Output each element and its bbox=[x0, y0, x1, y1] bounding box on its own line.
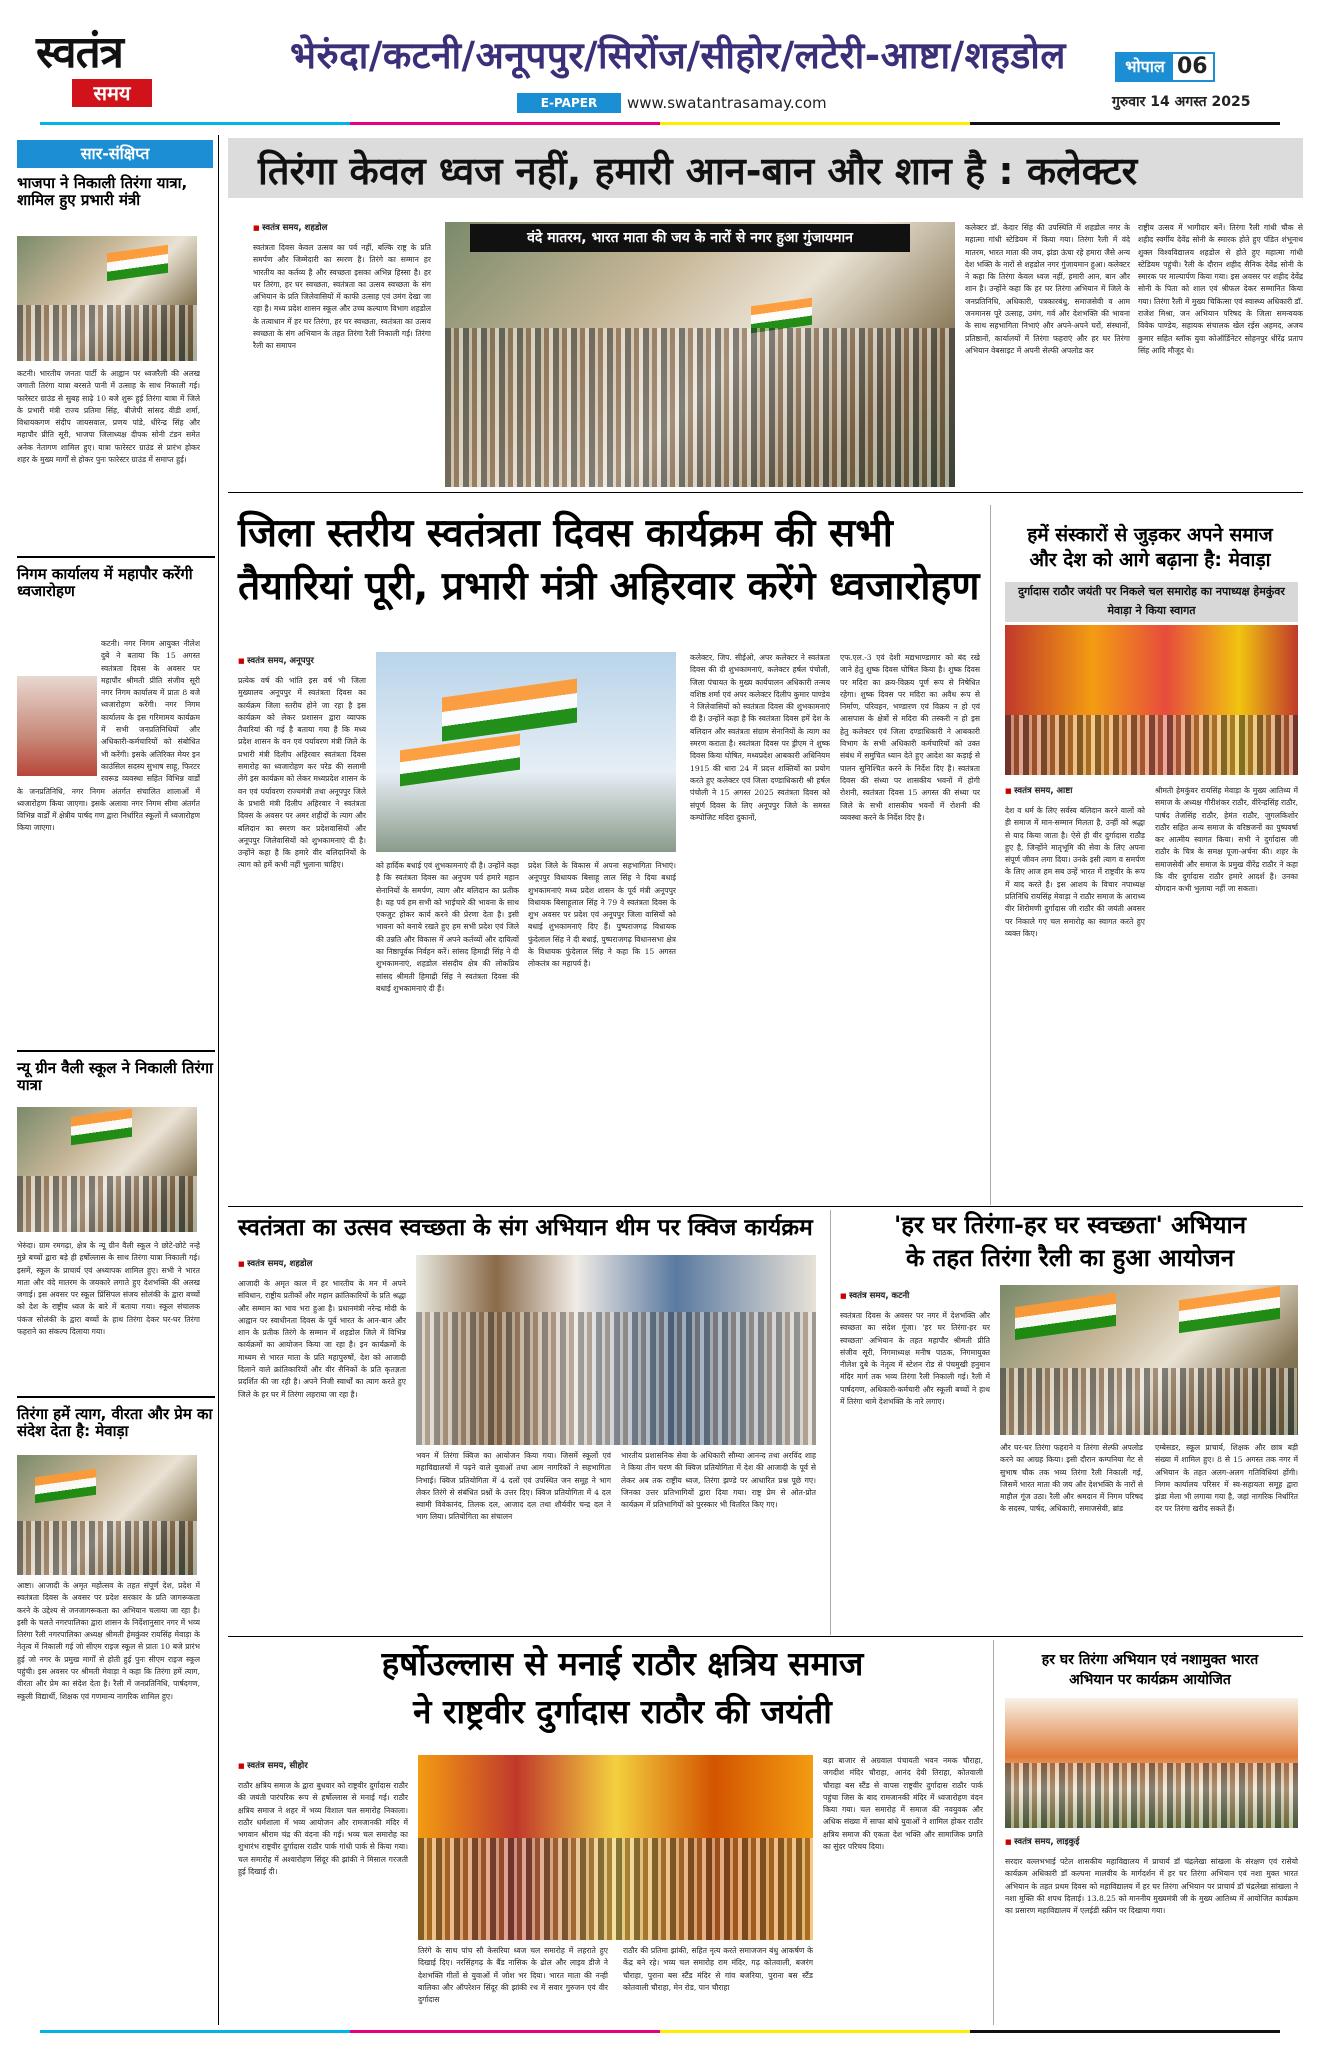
story7-col-1: सरदार वल्लभभाई पटेल शासकीय महाविद्यालय में प्राचार्य डॉ चंद्रलेखा सांखला के संरक्षण एवं रासेयो कार्यक्रम अधिकारी डॉ कल्पना मालवीय के मार्गदर्शन में हर घर तिरंगा अभियान एवं नशा मुक्त भारत अभियान के तहत प्रथम दिवस को महाविद्यालय में हर घर तिरंगा अभियान पर प्राचार्य डॉ चंद्रलेखा सांखला ने नशा मुक्ति की शपथ दिलाई। 13.8.25 को माननीय मुख्यमंत्री जी के मुख्य आतिथ्य में आयोजित कार्यक्रम का प्रसारण महाविद्यालय में एलईडी स्क्रीन पर दिखाया गया। bbox=[1005, 1857, 1298, 1916]
color-bar-top bbox=[40, 122, 1280, 125]
website-url: www.swatantrasamay.com bbox=[627, 94, 827, 112]
story5-col-3: एम्बेसडर, स्कूल प्राचार्य, शिक्षक और छात्र बड़ी संख्या में शामिल हुए। 8 से 15 अगस्त तक नगर में अभियान के तहत अलग-अलग गतिविधियां होंगी। निगम कार्यालय परिसर में स्व-सहायता समूह द्वारा झंडा मेला भी लगाया गया है, जहां नागरिक निर्धारित दर पर तिरंगा खरीद सकते हैं। bbox=[1155, 1443, 1298, 1514]
story6-col-1: राठौर क्षत्रिय समाज के द्वारा बुधवार को राष्ट्रवीर दुर्गादास राठौर की जयंती पारंपरिक रूप से हर्षोल्लास से मनाई गई। राठौर क्षत्रिय समाज ने शहर में भव्य विशाल चल समारोह निकाला। राठौर धर्मशाला में भव्य आयोजन और रामजानकी मंदिर में भगवान श्रीराम चंद्र की वंदना की गई। भव्य चल समारोह का शुभारंभ राष्ट्रवीर दुर्गादास राठौर पार्क गांधी पार्क से किया गया। चल समारोह में अश्वारोहण सिंदूर की झांकी ने मिसाल गरजती हुई दिखाई दी। bbox=[238, 1781, 408, 1877]
story2-headline-2: तैयारियां पूरी, प्रभारी मंत्री अहिरवार करेंगे ध्वजारोहण bbox=[238, 564, 980, 609]
lead-col-3: राष्ट्रीय उत्सव में भागीदार बनें। तिरंगा रैली गांधी चौक से शहीद स्वर्गीय देवेंद्र सोनी के स्मारक होते हुए पंडित शंभूनाथ शुक्ल विश्वविद्यालय शहडोल से होते हुए महात्मा गांधी स्टेडियम पहुंची। रैली के दौरान शहीद सैनिक देवेंद्र सोनी के स्मारक पर माल्यार्पण किया गया। इस अवसर पर शहीद देवेंद्र सोनी के पिता को शाल एवं श्रीफल देकर सम्मानित किया गया। तिरंगा रैली में मुख्य चिकित्सा एवं स्वास्थ्य अधिकारी डॉ. राजेश मिश्रा, जन अभियान परिषद के जिला समन्वयक विवेक पाण्डेय, सहायक संचालक खेल रईस अहमद, अजय कुमार सहित ब्लॉक युवा कोऑर्डिनेटर सोहनपुर धीरेंद्र प्रताप सिंह आदि मौजूद थे। bbox=[1138, 223, 1303, 355]
story3-byline: ■ स्वतंत्र समय, आष्टा bbox=[1005, 785, 1072, 796]
story6-photo bbox=[418, 1755, 813, 1940]
story4-col-1: आजादी के अमृत काल में हर भारतीय के मन में अपने संविधान, राष्ट्रीय प्रतीकों और महान क्रांतिकारियों के प्रति श्रद्धा और सम्मान का भाव भरा हुआ है। प्रधानमंत्री नरेन्द्र मोदी के आह्वान पर स्वाधीनता दिवस के पूर्व भारत के आन-बान और शान के प्रतीक तिरंगे के सम्मान में शहडोल जिले में विभिन्न कार्यक्रमों का आयोजन किया जा रहा है। इन कार्यक्रमों के माध्यम से भारत माता के प्रति महापुरुषों, देश को आजादी दिलाने वाले क्रांतिकारियों और वीर सैनिकों के प्रति कृतज्ञता प्रदर्शित की जा रही है। अपने निजी स्वार्थों का त्याग करते हुए जिले के हर घर में तिरंगा लहराया जा रहा है। bbox=[238, 1279, 406, 1399]
story7-byline: ■ स्वतंत्र समय, लाइकुई bbox=[1005, 1836, 1079, 1847]
sidebar-item-headline: न्यू ग्रीन वैली स्कूल ने निकाली तिरंगा यात्रा bbox=[17, 1059, 213, 1095]
story5-col-2: और घर-घर तिरंगा फहराने व तिरंगा सेल्फी अपलोड करने का आग्रह किया। इसी दौरान कम्पनिया गेट से सुभाष चौक तक भव्य तिरंगा रैली निकाली गई, जिसमें भारत माता की जय और देशभक्ति के नारों से माहौल गूंज उठा। रैली और श्रमदान में निगम परिषद के सदस्य, पार्षद, अधिकारी, समाजसेवी, ब्रांड bbox=[1000, 1443, 1143, 1514]
story6-headline-1: हर्षोउल्लास से मनाई राठौर क्षत्रिय समाज bbox=[381, 1644, 864, 1683]
editions-line: भेरुंदा/कटनी/अनूपपुर/सिरोंज/सीहोर/लटेरी-आष्टा/शहडोल bbox=[290, 34, 1066, 77]
sidebar-item-text: आष्टा। आजादी के अमृत महोत्सव के तहत संपूर्ण देश, प्रदेश में स्वतंत्रता दिवस के अवसर पर प्रदेश सरकार के प्रति जागरूकता करने के उद्देश्य से जनजागरूकता का अभियान चलाया जा रहा है। इसी के चलते नगरपालिका द्वारा शासन के निर्देशानुसार नगर में भव्य तिरंगा रैली नगरपालिका अध्यक्ष श्रीमती हेमकुंवर रायसिंह मेवाड़ा के नेतृत्व में निकाली गई जो सीएम राइज स्कूल से प्रातः 10 बजे प्रारंभ हुई जो नगर के प्रमुख मार्गों से होती हुई पुनः सीएम राइज स्कूल पहुंची। इस अवसर पर श्रीमती मेवाड़ा ने कहा कि तिरंगा हमें त्याग, वीरता और प्रेम का संदेश देता है। रैली में जनप्रतिनिधि, पार्षदगण, स्कूली विद्यार्थी, शिक्षक एवं गणमान्य नागरिक शामिल हुए। bbox=[17, 1581, 200, 1701]
story6-byline: ■ स्वतंत्र समय, सीहोर bbox=[238, 1760, 308, 1771]
sidebar-item-text: भेरुंदा। ग्राम रमगढ़ा, क्षेत्र के न्यू ग्रीन वैली स्कूल ने छोटे-छोटे नन्हे मुन्ने बच्चों द्वारा बड़े ही हर्षोल्लास के साथ तिरंगा यात्रा निकाली गई। इसमें, स्कूल के प्राचार्य एवं अध्यापक शामिल हुए। सभी ने भारत माता और वंदे मातरम के जयकारे लगाते हुए देशभक्ति की अलख जगाई। इस अवसर पर स्कूल प्रिंसिपल संजय सोलंकी के द्वारा बच्चों को देश के राष्ट्रीय ध्वज के बारे में बताया गया। स्कूल संचालक पंकज सोलंकी के द्वारा बच्चों के हाथ तिरंगा देकर घर-घर तिरंगा फहराने का संकल्प दिलाया गया। bbox=[17, 1241, 200, 1337]
sidebar-photo-mevada bbox=[17, 1455, 197, 1575]
story2-col-2: को हार्दिक बधाई एवं शुभकामनाएं दी है। उन्होंने कहा है कि स्वतंत्रता दिवस का अनुपम पर्व हमारे महान सेनानियों के समर्पण, त्याग और बलिदान का प्रतीक है। यह पर्व हम सभी को भाईचारे की भावना के साथ एकजुट होकर कार्य करने की प्रेरणा देता है। इसी भावना को बनाये रखते हुए हम सभी प्रदेश एवं जिले की उन्नति और विकास में अपने कर्तव्यों और दायित्वों का निष्ठापूर्वक निर्वहन करें। सांसद हिमाद्री सिंह ने दी शुभकामनाएं, शहडोल संसदीय क्षेत्र की लोकप्रिय सांसद श्रीमती हिमाद्री सिंह ने स्वतंत्रता दिवस की बधाई शुभकामनाएं दी हैं। bbox=[376, 861, 519, 993]
story6-headline-2: ने राष्ट्रवीर दुर्गादास राठौर की जयंती bbox=[413, 1692, 832, 1731]
sidebar-item bbox=[17, 1406, 213, 1441]
logo-top-text: स्वतंत्र bbox=[36, 27, 123, 78]
lead-col-2: कलेक्टर डॉ. केदार सिंह की उपस्थिति में शहडोल नगर के महात्मा गांधी स्टेडियम में किया गया। तिरंगा रैली में वंदे मातरम, भारत माता की जय, झंडा ऊंचा रहे हमारा जैसे अन्य देश भक्ति के नारों से शहडोल नगर गुंजायमान हुआ। कलेक्टर ने कहा कि तिरंगा केवल ध्वज नहीं, हमारी आन, बान और शान है। उन्होंने कहा कि हर घर तिरंगा अभियान में जिले के जनप्रतिनिधि, अधिकारी, पत्रकारबंधु, समाजसेवी व आम जनमानस पूरे उत्साह, उमंग, गर्व और देशभक्ति की भावना के साथ सहभागिता निभाएं और अपने-अपने घरों, संस्थानों, प्रतिष्ठानों, कार्यालयों में तिरंगा फहराएं और हर घर तिरंगा अभियान वेबसाइट में अपनी सेल्फी अपलोड कर bbox=[965, 223, 1130, 355]
story6-col-2: तिरंगे के साथ पांच सौ केसरिया ध्वज चल समारोह में लहराते हुए दिखाई दिए। नरसिंहगढ़ के बैंड नासिक के ढोल और लाइव डीजे ने देशभक्ति गीतों से युवाओं में जोश भर दिया। भारत माता की नन्ही बालिका और ऑपरेशन सिंदूर की झांकी रथ में सवार गुरुजन एवं वीर दुर्गादास bbox=[418, 1946, 608, 2005]
story3-col-1: देश व धर्म के लिए सर्वस्व बलिदान करने वालों को ही समाज में मान-सम्मान मिलता है, उन्हीं को श्रद्धा से याद किया जाता है। ऐसे ही वीर दुर्गादास राठौड़ हुए है, जिन्होंने मातृभूमि की सेवा के लिए अपना संपूर्ण जीवन लगा दिया। उनके इसी त्याग व समर्पण के लिए आज हम सब उन्हें भारत में राष्ट्रवीर के रूप में याद करते है। इस आशय के विचार नपाध्यक्ष प्रतिनिधि रायसिंह मेवाड़ा ने राठौर समाज के आराध्य वीर शिरोमणी दुर्गादास जी राठौर की जयंती अवसर पर निकाले गए चल समारोह का स्वागत करते हुए व्यक्त किए। bbox=[1005, 806, 1145, 938]
issue-date: गुरुवार 14 अगस्त 2025 bbox=[1112, 94, 1251, 110]
story3-headline-1: हमें संस्कारों से जुड़कर अपने समाज bbox=[1027, 524, 1273, 546]
story2-byline: ■ स्वतंत्र समय, अनूपपुर bbox=[238, 655, 314, 666]
story4-photo bbox=[416, 1255, 816, 1445]
lead-photo bbox=[445, 222, 955, 487]
lead-photo-caption: वंदे मातरम, भारत माता की जय के नारों से नगर हुआ गुंजायमान bbox=[470, 224, 910, 252]
page-number: 06 bbox=[1177, 54, 1208, 79]
story2-col-1: प्रत्येक वर्ष की भांति इस वर्ष भी जिला मुख्यालय अनूपपुर में स्वतंत्रता दिवस का कार्यक्रम जिला स्तरीय होने जा रहा है इस कार्यक्रम को लेकर प्रशासन द्वारा व्यापक तैयारियां की गई है बताया गया है कि मध्य प्रदेश शासन के वन एवं पर्यावरण मंत्री जिले के प्रभारी मंत्री दिलीप अहिरवार स्वतंत्रता दिवस समारोह का ध्वजारोहण कर परेड की सलामी लेंगे इस कार्यक्रम को लेकर मध्यप्रदेश शासन के वन एवं पर्यावरण राज्यमंत्री तथा अनूपपुर जिले के प्रभारी मंत्री दिलीप अहिरवार ने स्वतंत्रता दिवस के अवसर पर अमर शहीदों के त्याग और बलिदान का स्मरण कर प्रदेशवासियों और अनूपपुर जिलेवासियों को शुभकामनाएं दी है। उन्होंने कहा है कि हमारे वीर बलिदानियों के त्याग को हमें कभी नहीं भुलाना चाहिए। bbox=[238, 676, 366, 870]
sidebar-item bbox=[17, 566, 213, 601]
story6-col-4: बड़ा बाजार से अग्रवाल पंचायती भवन नमक चौराहा, जगदीश मंदिर चौराहा, आनंद देवी तिराहा, कोतवाली चौराहा बस स्टैंड से वापस राष्ट्रवीर दुर्गादास राठौर पार्क पहुंचा जिस के बाद रामजानकी मंदिर में ध्वजारोहण वंदन किया गया। चल समारोह में समाज की नवयुवक और अधिक संख्या में साफा बांधे युवाओं ने शामिल होकर राठौर क्षत्रिय समाज की एकता देश भक्ति और सामाजिक प्रगति का सुंदर परिचय दिया। bbox=[823, 1756, 983, 1852]
sidebar-photo-school bbox=[17, 1107, 197, 1232]
story2-col-5: एफ.एल.-3 एवं देशी मद्यभाण्डागार को बंद रखे जाने हेतु शुष्क दिवस घोषित किया है। शुष्क दिवस पर मदिरा का क्रय-विक्रय पूर्ण रूप से निषेधित रहेगा। शुष्क दिवस पर मदिरा का अवैध रूप से निर्माण, परिवहन, भण्डारण एवं विक्रय न हो एवं आसपास के क्षेत्रों से मदिरा की तस्करी न हो इस हेतु कलेक्टर एवं जिला दण्डाधिकारी ने आबकारी विभाग के सभी अधिकारी कर्मचारियों को उक्त संबंध में समुचित ध्यान देते हुए आदेश का कड़ाई से पालन सुनिश्चित करने के निर्देश दिए है। स्वतंत्रता दिवस की संध्या पर शासकीय भवनों में होगी रोशनी, स्वतंत्रता दिवस 15 अगस्त की संध्या पर जिले के सभी शासकीय भवनों में रोशनी की व्यवस्था करने के निर्देश दिए है। bbox=[840, 653, 980, 822]
sidebar-item bbox=[17, 1060, 213, 1095]
sidebar-item bbox=[17, 175, 213, 210]
color-bar-bottom bbox=[40, 2030, 1280, 2033]
story7-photo bbox=[1005, 1698, 1298, 1828]
sidebar-item-text: कटनी। भारतीय जनता पार्टी के आह्वान पर ध्वजरैली की अलख जगाती तिरंगा यात्रा बरसते पानी में उत्साह के साथ निकाली गई। फारेस्टर ग्राउंड से सुबह साढ़े 10 बजे शुरू हुई तिरंगा यात्रा में जिले के प्रभारी मंत्री राज्य प्रतिमा सिंह, बीजेपी सांसद वीडी शर्मा, विधायकगण संदीप जायसवाल, प्रणय पांडे, धीरेन्द्र सिंह और महापौर प्रीति सूरी, भाजपा जिलाध्यक्ष दीपक सोनी टंडन समेत अनेक नेतागण शामिल हुए। यात्रा फारेस्टर ग्राउंड से प्रारंभ होकर शहर के मुख्य मार्गों से होकर पुनः फारेस्टर ग्राउंड में समाप्त हुई। bbox=[17, 369, 200, 465]
sidebar-header: सार-संक्षिप्त bbox=[17, 140, 213, 168]
story5-headline-2: के तहत तिरंगा रैली का हुआ आयोजन bbox=[905, 1244, 1235, 1272]
story2-headline-1: जिला स्तरीय स्वतंत्रता दिवस कार्यक्रम की सभी bbox=[238, 511, 893, 556]
sidebar-item-headline: तिरंगा हमें त्याग, वीरता और प्रेम का संदेश देता है: मेवाड़ा bbox=[17, 1405, 213, 1441]
story3-col-2: श्रीमती हेमकुंवर रायसिंह मेवाड़ा के मुख्य आतिथ्य में समाज के अध्यक्ष गौरीशंकर राठौर, वीरेन्द्रसिंह राठौर, पार्षद तेजसिंह राठौर, हेमंत राठौर, जुगलकिशोर राठौर सहित अन्य समाज के वरिष्ठजनों का पुष्पवर्षा कर आत्मीय स्वागत किया। सभी ने दुर्गादास जी राठौर के चित्र के समक्ष पूजा-अर्चना की। शहर के समाजसेवी और समाज के प्रमुख वीरेंद्र राठौर ने कहा कि वीर दुर्गादास राठौर हमारे आदर्श है। उनका योगदान कभी भुलाया नहीं जा सकता। bbox=[1155, 786, 1298, 894]
city-page-badge bbox=[1115, 52, 1215, 82]
story2-col-4: कलेक्टर, जिप. सीईओ, अपर कलेक्टर ने स्वतंत्रता दिवस की दी शुभकामनाएं, कलेक्टर हर्षल पंचोली, जिला पंचायत के मुख्य कार्यपालन अधिकारी तन्मय वशिष्ठ शर्मा एवं अपर कलेक्टर दिलीप कुमार पाण्डेय ने जिलेवासियों को स्वतंत्रता दिवस की शुभकामनाएं दी है। उन्होंने कहा है कि स्वतंत्रता दिवस हमें देश के बलिदान और स्वतंत्रता संग्राम सेनानियों के त्याग का स्मरण कराता है। स्वतंत्रता दिवस पर ड्रीएम ने शुष्क दिवस किया घोषित, मध्यप्रदेश आबकारी अधिनियम 1915 की धारा 24 में प्रदत्त शक्तियों का प्रयोग करते हुए कलेक्टर एवं जिला दण्डाधिकारी श्री हर्षल पंचोली ने 15 अगस्त 2025 स्वतंत्रता दिवस को संपूर्ण दिवस के लिए अनूपपुर जिले के समस्त कम्पोजिट मदिरा दुकानों, bbox=[690, 653, 830, 822]
story7-headline-1: हर घर तिरंगा अभियान एवं नशामुक्त भारत bbox=[1041, 1652, 1259, 1668]
story5-headline-1: 'हर घर तिरंगा-हर घर स्वच्छता' अभियान bbox=[893, 1211, 1247, 1239]
story4-headline: स्वतंत्रता का उत्सव स्वच्छता के संग अभियान थीम पर क्विज कार्यक्रम bbox=[238, 1215, 813, 1241]
story5-byline: ■ स्वतंत्र समय, कटनी bbox=[840, 1290, 909, 1301]
story3-photo bbox=[1005, 625, 1298, 775]
story6-col-3: राठौर की प्रतिमा झांकी, सहित नृत्य करते समाजजन बंधु आकर्षण के केंद्र बने रहे। भव्य चल समारोह राम मंदिर, गढ़ कोतवाली, बजरंग चौराहा, पुराना बस स्टैंड मंदिर से गांव बजरिया, पुराना बस स्टैंड कोतवाली चौराहा, मेन रोड, पान चौराहा bbox=[623, 1946, 813, 1992]
newspaper-logo bbox=[36, 27, 186, 113]
sidebar-item-text: कटनी। नगर निगम आयुक्त नीलेश दुबे ने बताया कि 15 अगस्त स्वतंत्रता दिवस के अवसर पर महापौर श्रीमती प्रीति संजीव सूरी नगर निगम कार्यालय में प्रातः 8 बजे ध्वजारोहण करेंगी। नगर निगम कार्यालय के इस गरिमामय कार्यक्रम में सभी जनप्रतिनिधियों और अधिकारी-कर्मचारियों को संबोधित भी करेंगी। इसके अतिरिक्त मेयर इन काउंसिल सदस्य सुभाष साहू, फिरटर रवरूड व्यवस्था सहित विभिन्न वार्डों के जनप्रतिनिधि, नगर निगम अंतर्गत संचालित शालाओं में ध्वजारोहण किया जाएगा। इसके अलावा नगर निगम सीमा अंतर्गत विभिन्न वार्डों में क्षेत्रीय पार्षद गण द्वारा निर्धारित स्कूलों में ध्वजारोहण किया जाएगा। bbox=[17, 639, 200, 833]
logo-bottom-text: समय bbox=[72, 79, 152, 107]
sidebar-photo-rally bbox=[17, 236, 197, 361]
story3-headline-2: और देश को आगे बढ़ाना है: मेवाड़ा bbox=[1029, 549, 1271, 571]
story4-col-2: भवन में तिरंगा क्विज का आयोजन किया गया। जिसमें स्कूलों एवं महाविद्यालयों में पढ़ने वाले युवाओं तथा आम नागरिकों ने सहभागिता निभाई। क्विज प्रतियोगिता में 4 दलों एवं उपस्थित जन समूह ने भाग लेकर तिरंगे से संबंधित प्रश्नों के उत्तर दिए। क्विज प्रतियोगिता में 4 दल स्वामी विवेकानंद, तिलक दल, आजाद दल तथा शौर्यवीर चन्द्र दल ने भाग लिया। प्रतियोगिता का संचालन bbox=[416, 1451, 611, 1522]
story2-col-3: प्रदेश जिले के विकास में अपना सहभागिता निभाएं। अनूपपुर विधायक बिसाहू लाल सिंह ने दिया बधाई शुभकामनाएं मध्य प्रदेश शासन के पूर्व मंत्री अनूपपुर विधायक बिसाहूलाल सिंह ने 79 वे स्वतंत्रता दिवस के शुभ अवसर पर प्रदेश एवं अनूपपुर जिला वासियों को बधाई शुभकामनाएं दिए हैं। पुष्पराजगढ़ विधायक फुंदेलाल सिंह ने दी बधाई, पुष्पराजगढ़ विधानसभा क्षेत्र के विधायक फुंदेलाल सिंह ने कहा कि 15 अगस्त लोकतंत्र का महापर्व है। bbox=[528, 861, 676, 969]
story4-col-3: भारतीय प्रशासनिक सेवा के अधिकारी सौम्या आनन्द तथा अरविंद शाह ने किया तीन चरण की क्विज प्रतियोगिता में देश की आजादी के पूर्व से लेकर अब तक राष्ट्रीय ध्वज, तिरंगा झण्डे पर आधारित प्रश्न पूछे गए। जिनका उत्तर प्रतिभागियों द्वारा दिया गया। राष्ट्र प्रेम से ओत-प्रोत कार्यक्रम में प्रतिभागियों को पुरस्कार भी वितरित किए गए। bbox=[621, 1451, 816, 1510]
story3-photo-caption: दुर्गादास राठौर जयंती पर निकले चल समारोह का नपाध्यक्ष हेमकुंवर मेवाड़ा ने किया स्वागत bbox=[1005, 582, 1298, 622]
city-name: भोपाल bbox=[1117, 54, 1173, 80]
story5-col-1: स्वतंत्रता दिवस के अवसर पर नगर में देशभक्ति और स्वच्छता का संदेश गूंजा। 'हर घर तिरंगा-हर घर स्वच्छता' अभियान के तहत महापौर श्रीमती प्रीति संजीव सूरी, निगमाध्यक्ष मनीष पाठक, निगमायुक्त नीलेश दुबे के नेतृत्व में स्टेशन रोड से पंचमुखी हनुमान मंदिर मार्ग तक भव्य तिरंगा रैली निकाली गई। रैली में पार्षदगण, अधिकारी-कर्मचारी और स्कूली बच्चों ने हाथ में तिरंगा थामे देशभक्ति के नारे लगाए। bbox=[840, 1311, 990, 1407]
lead-headline-box bbox=[228, 138, 1303, 198]
sidebar-item-headline: भाजपा ने निकाली तिरंगा यात्रा, शामिल हुए प्रभारी मंत्री bbox=[17, 174, 188, 210]
epaper-badge: E-PAPER bbox=[517, 93, 621, 113]
story2-photo-flags bbox=[376, 652, 676, 852]
story5-photo bbox=[1000, 1285, 1298, 1435]
story7-headline-2: अभियान पर कार्यक्रम आयोजित bbox=[1069, 1672, 1231, 1688]
lead-headline: तिरंगा केवल ध्वज नहीं, हमारी आन-बान और शान है : कलेक्टर bbox=[258, 149, 1138, 193]
lead-col-1: स्वतंत्रता दिवस केवल उत्सव का पर्व नहीं, बल्कि राष्ट्र के प्रति समर्पण और जिम्मेदारी का स्मरण है। तिरंगे का सम्मान हर भारतीय का कर्तव्य है और स्वच्छता इसका अभिन्न हिस्सा है। हर घर तिरंगा, हर घर स्वच्छता, स्वतंत्रता का उत्सव स्वच्छता के संग अभियान के प्रति जिलेवासियों में काफी उत्साह एवं उमंग देखा जा रहा है। मध्य प्रदेश शासन स्कूल और उच्च कल्याण विभाग शहडोल के तत्वाधान में हर घर तिरंगा, हर घर स्वच्छता, स्वतंत्रता का उत्सव स्वच्छता के संग अभियान के तहत तिरंगा रैली निकाली गई। तिरंगा रैली का समापन bbox=[253, 243, 431, 351]
lead-byline: ■ स्वतंत्र समय, शहडोल bbox=[253, 222, 327, 233]
story4-byline: ■ स्वतंत्र समय, शहडोल bbox=[238, 1258, 312, 1269]
sidebar-item-headline: निगम कार्यालय में महापौर करेंगी ध्वजारोहण bbox=[17, 565, 193, 601]
